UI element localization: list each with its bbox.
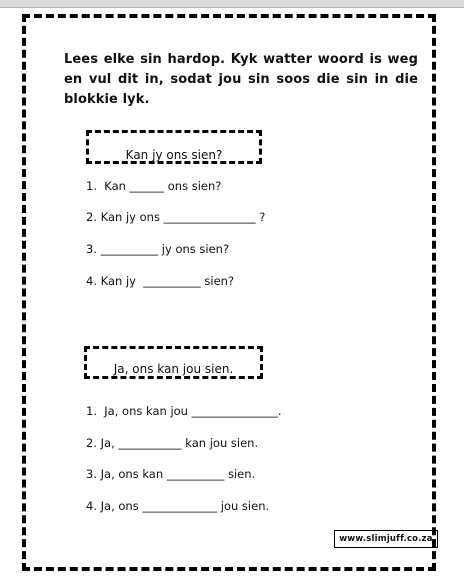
exercise-1-line-4: 4. Kan jy __________ sien?	[86, 274, 235, 288]
model-sentence-2: Ja, ons kan jou sien.	[113, 362, 234, 376]
exercise-2-line-4: 4. Ja, ons _____________ jou sien.	[86, 499, 270, 513]
top-bar-divider	[0, 7, 464, 8]
exercise-2-line-3: 3. Ja, ons kan __________ sien.	[86, 467, 256, 481]
model-sentence-1: Kan jy ons sien?	[125, 148, 223, 162]
exercise-1-line-3: 3. __________ jy ons sien?	[86, 242, 230, 256]
exercise-2-line-1: 1. Ja, ons kan jou _______________.	[86, 404, 282, 418]
exercise-1-line-1: 1. Kan ______ ons sien?	[86, 179, 222, 193]
model-sentence-box-1	[86, 130, 262, 164]
model-sentence-box-2	[84, 346, 263, 379]
website-credit: www.slimjuff.co.za	[334, 530, 438, 548]
exercise-2-line-2: 2. Ja, ___________ kan jou sien.	[86, 436, 259, 450]
exercise-1-line-2: 2. Kan jy ons ________________ ?	[86, 210, 266, 224]
instruction-text: Lees elke sin hardop. Kyk watter woord is weg en vul dit in, sodat jou sin soos die sin in die blokkie lyk.	[64, 52, 418, 107]
